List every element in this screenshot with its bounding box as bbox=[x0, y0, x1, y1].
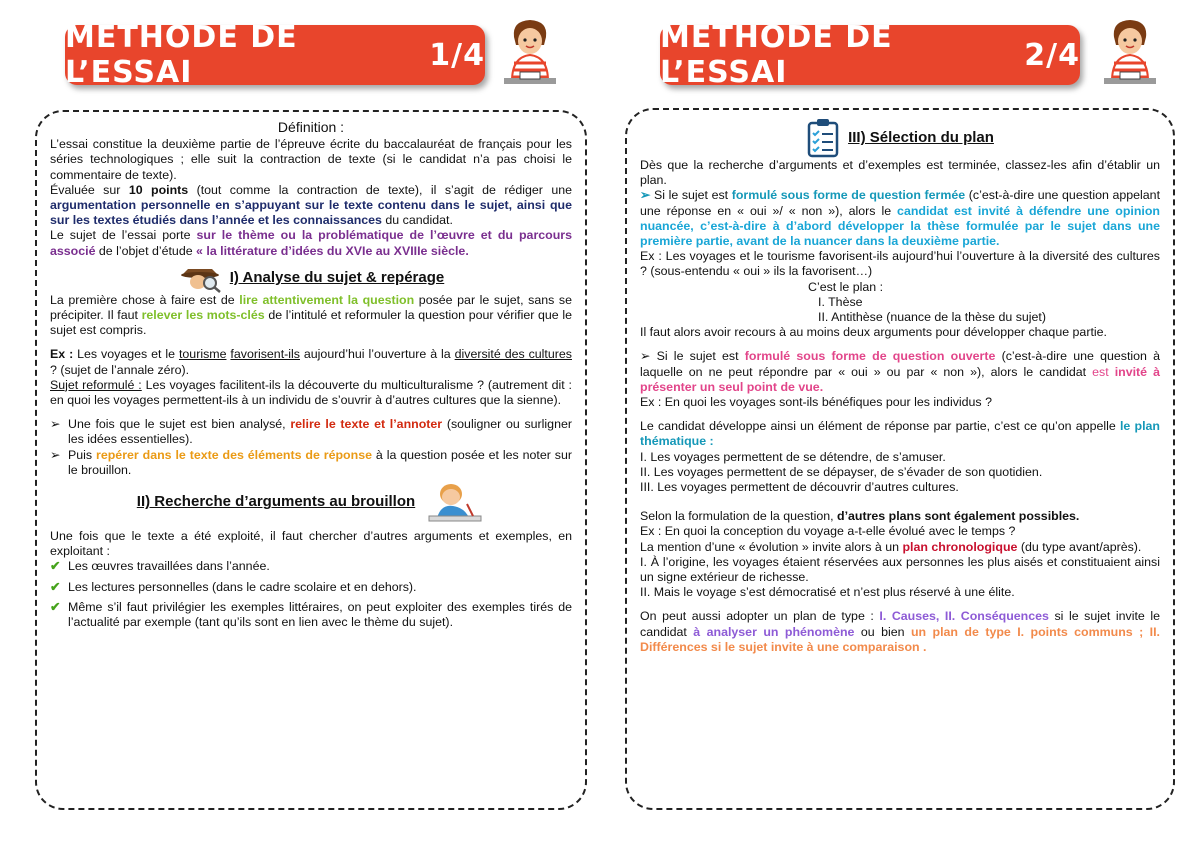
checkmark-icon: ✔ bbox=[50, 599, 61, 614]
other-plans: Selon la formulation de la question, d’autres plans sont également possibles. bbox=[640, 509, 1080, 524]
detective-icon bbox=[178, 263, 222, 293]
example-3: Ex : En quoi la conception du voyage a-t-elle évolué avec le temps ? bbox=[640, 524, 1016, 539]
thematic-3: III. Les voyages permettent de découvrir d’autres cultures. bbox=[640, 480, 959, 495]
check-item-1: ✔ Les œuvres travaillées dans l’année. bbox=[50, 559, 270, 574]
definition-p1: L’essai constitue la deuxième partie de l’épreuve écrite du baccalauréat de français pour les séries technologiques ; elle suit la contraction de texte (si le candidat n’a pas choisi le commentaire de texte). bbox=[50, 137, 572, 182]
thesis-plan: C’est le plan : I. Thèse II. Antithèse (nuance de la thèse du sujet) bbox=[808, 279, 1046, 325]
definition-title: Définition : bbox=[277, 119, 345, 135]
check-item-3: ✔ Même s’il faut privilégier les exemples littéraires, on peut exploiter des exemples tirés de l’actualité par exemple (tant qu’ils sont en lien avec le thème du sujet). bbox=[50, 599, 572, 630]
section-1-header bbox=[50, 263, 572, 293]
student-writing-icon bbox=[1100, 15, 1160, 91]
section-1-title: I) Analyse du sujet & repérage bbox=[229, 269, 445, 287]
section-1-reformulated: Sujet reformulé : Les voyages facilitent-ils la découverte du multiculturalisme ? (autrement dit : en quoi les voyages permettent-ils à un individu de s’ouvrir à d’autres cultures que la sienne). bbox=[50, 377, 572, 408]
banner-page-number: 2/4 bbox=[1024, 37, 1080, 73]
thematic-1: I. Les voyages permettent de se détendre, de s’amuser. bbox=[640, 449, 946, 464]
section-3-title: III) Sélection du plan bbox=[848, 129, 994, 147]
bullet-annotate: ➢ Une fois que le sujet est bien analysé, relire le texte et l’annoter (souligner ou surligner les idées essentielles). bbox=[50, 417, 572, 447]
thematic-2: II. Les voyages permettent de se dépayser, de s’évader de son quotidien. bbox=[640, 464, 1043, 479]
banner-page-number: 1/4 bbox=[429, 37, 485, 73]
thematic-plan: Le candidat développe ainsi un élément de réponse par partie, c’est ce qu’on appelle le plan thématique : bbox=[640, 419, 1160, 449]
section-3-p2: Il faut alors avoir recours à au moins deux arguments pour développer chaque partie. bbox=[640, 325, 1107, 340]
section-3-p1: Dès que la recherche d’arguments et d’exemples est terminée, classez-les afin d’établir un plan. bbox=[640, 158, 1160, 188]
section-1-example: Ex : Les voyages et le tourisme favorisent-ils aujourd’hui l’ouverture à la diversité des cultures ? (sujet de l’annale zéro). bbox=[50, 347, 572, 377]
page-banner-2 bbox=[660, 20, 1080, 90]
banner-title: MÉTHODE DE L’ESSAI bbox=[660, 20, 893, 90]
method-panel-2 bbox=[625, 108, 1175, 810]
method-panel-1 bbox=[35, 110, 587, 810]
chrono-2: II. Mais le voyage s’est démocratisé et n’est plus réservé à une élite. bbox=[640, 585, 1015, 600]
checkmark-icon: ✔ bbox=[50, 579, 61, 594]
banner-title: MÉTHODE DE L’ESSAI bbox=[65, 20, 298, 90]
page-banner-1 bbox=[65, 20, 485, 90]
section-3-header bbox=[640, 118, 1160, 158]
checkmark-icon: ✔ bbox=[50, 559, 61, 574]
check-item-2: ✔ Les lectures personnelles (dans le cadre scolaire et en dehors). bbox=[50, 579, 417, 594]
definition-p2: Évaluée sur 10 points (tout comme la contraction de texte), il s’agit de rédiger une argumentation personnelle en s’appuyant sur le texte contenu dans le sujet, ainsi que sur les textes étudiés dans l’année et les connaissances du candidat. bbox=[50, 182, 572, 228]
section-2-p1: Une fois que le texte a été exploité, il faut chercher d’autres arguments et exemples, en exploitant : bbox=[50, 529, 572, 559]
example-2: Ex : En quoi les voyages sont-ils bénéfiques pour les individus ? bbox=[640, 395, 992, 410]
student-studying-icon bbox=[423, 480, 485, 524]
chronological-plan: La mention d’une « évolution » invite alors à un plan chronologique (du type avant/après). bbox=[640, 539, 1142, 554]
cause-consequence-plan: On peut aussi adopter un plan de type : I. Causes, II. Conséquences si le sujet invite le candidat à analyser un phénomène ou bien un plan de type I. points communs ; II. Différences si le sujet invite à une comparaison . bbox=[640, 609, 1160, 654]
definition-p3: Le sujet de l’essai porte sur le thème ou la problématique de l’œuvre et du parcours associé de l’objet d’étude « la littérature d’idées du XVIe au XVIIIe siècle. bbox=[50, 228, 573, 258]
section-2-header bbox=[50, 480, 572, 524]
open-question: ➢ Si le sujet est formulé sous forme de question ouverte (c’est-à-dire une question à laquelle on ne peut répondre par « oui » ou par « non »), alors le candidat est invité à présenter un seul point de vue. bbox=[640, 349, 1161, 394]
closed-question: ➢ Si le sujet est formulé sous forme de question fermée (c’est-à-dire une question appelant une réponse en « oui »/ « non »), alors le candidat est invité à défendre une opinion nuancée, c’est-à-dire à d’abord développer la thèse formulée par le sujet dans une première partie, avant de la nuancer dans la deuxième partie. bbox=[640, 188, 1161, 249]
student-writing-icon bbox=[500, 15, 560, 91]
chrono-1: I. À l’origine, les voyages étaient réservées aux personnes les plus aisés et constituaient ainsi un signe extérieur de richesse. bbox=[640, 554, 1160, 585]
section-1-p1: La première chose à faire est de lire attentivement la question posée par le sujet, sans se précipiter. Il faut relever les mots-clés de l’intitulé et reformuler la question pour vérifier que le sujet est compris. bbox=[50, 292, 573, 338]
section-2-title: II) Recherche d’arguments au brouillon bbox=[136, 493, 416, 511]
example-1: Ex : Les voyages et le tourisme favorisent-ils aujourd’hui l’ouverture à la diversité des cultures ? (sous-entendu « oui » ils la favorisent…) bbox=[640, 249, 1160, 279]
checklist-icon bbox=[806, 118, 840, 158]
bullet-find-elements: ➢ Puis repérer dans le texte des éléments de réponse à la question posée et les noter sur le brouillon. bbox=[50, 447, 573, 477]
